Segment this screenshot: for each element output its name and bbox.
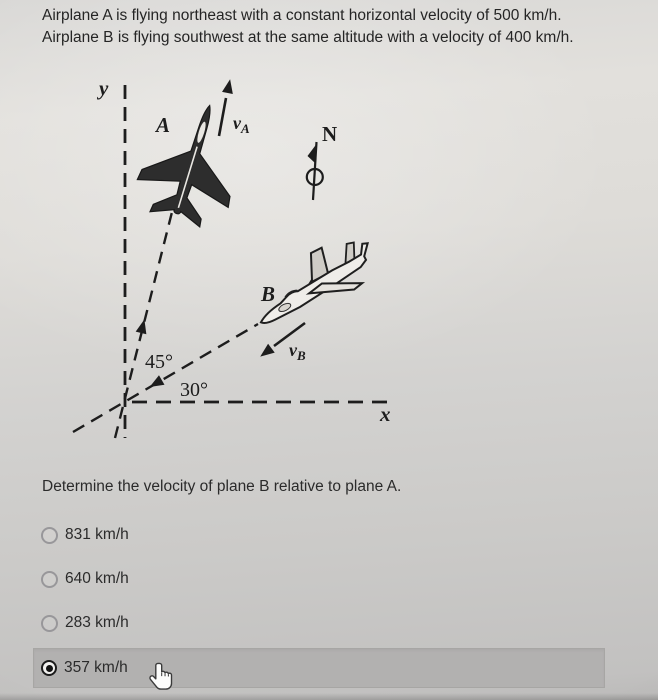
question-text: Determine the velocity of plane B relative to plane A. (42, 478, 402, 495)
radio-dot (46, 665, 53, 672)
radio-button-640[interactable] (41, 571, 58, 588)
velocity-a-arrow (219, 98, 226, 136)
option-label-831: 831 km/h (65, 526, 129, 543)
radio-button-831[interactable] (41, 527, 58, 544)
velocity-a-label: $v_A$ (233, 113, 250, 136)
answer-option-357[interactable] (33, 648, 605, 688)
line-30deg (73, 324, 258, 432)
velocity-b-label: $v_B$ (289, 340, 306, 363)
option-label-640: 640 km/h (65, 570, 129, 587)
north-label: N (322, 122, 338, 146)
y-axis-label: y (99, 76, 109, 100)
plane-b-label: B (261, 282, 276, 306)
hand-cursor-icon (148, 662, 174, 692)
arrowhead-30-line (147, 375, 165, 392)
velocity-b-arrowhead (257, 344, 275, 361)
option-label-357: 357 km/h (64, 659, 128, 676)
option-label-283: 283 km/h (65, 614, 129, 631)
problem-statement (42, 5, 574, 49)
problem-line-2: Airplane B is flying southwest at the same altitude with a velocity of 400 km/h. (42, 29, 574, 46)
problem-line-1: Airplane A is flying northeast with a constant horizontal velocity of 500 km/h. (42, 7, 562, 24)
angle-30-label: 30° (180, 379, 208, 401)
angle-45-label: 45° (145, 351, 173, 373)
answer-option-283[interactable] (33, 603, 605, 643)
north-compass-icon (307, 142, 323, 200)
velocity-a-arrowhead (222, 78, 235, 94)
physics-diagram (0, 60, 658, 465)
radio-button-283[interactable] (41, 615, 58, 632)
answer-option-640[interactable] (33, 559, 605, 599)
plane-a-label: A (156, 113, 171, 137)
answer-option-831[interactable] (33, 515, 605, 555)
radio-button-357[interactable] (41, 660, 57, 676)
arrowhead-45-line (136, 318, 150, 334)
x-axis-label: x (380, 402, 391, 426)
photo-bottom-shadow (0, 693, 658, 700)
